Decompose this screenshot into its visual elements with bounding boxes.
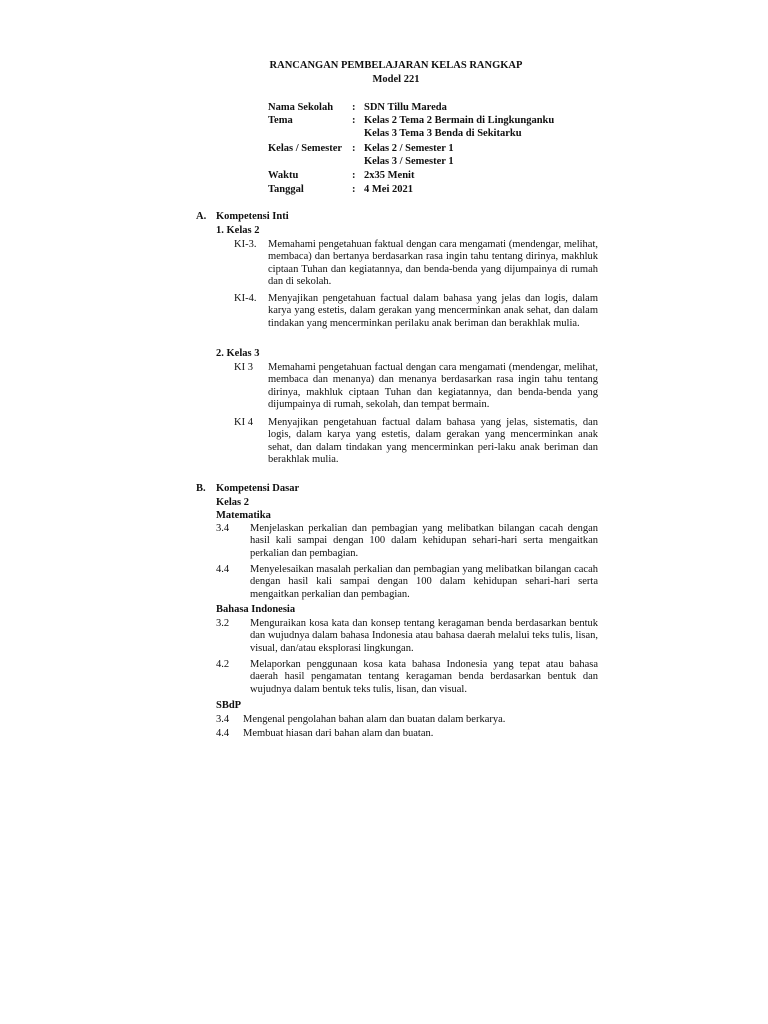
identity-label: Waktu [268,170,299,181]
kd-text: Membuat hiasan dari bahan alam dan buatan. [243,728,434,739]
section-b-letter: B. [196,483,206,494]
identity-value: Kelas 2 Tema 2 Bermain di Lingkunganku [364,115,555,126]
kd-code: 3.4 [216,523,230,534]
kd-text: Mengenal pengolahan bahan alam dan buatan dalam berkarya. [243,714,506,725]
identity-label: Tanggal [268,184,304,195]
subject-bahasa-indonesia: Bahasa Indonesia [216,604,296,615]
subject-sbdp: SBdP [216,700,242,711]
identity-label: Nama Sekolah [268,102,334,113]
identity-colon: : [352,170,356,181]
kd-text: Menyelesaikan masalah perkalian dan pembagian yang melibatkan bilangan cacah dengan hasil kali sampai dengan 100 dalam kehidupan sehari-hari serta mengaitkan perkalian dan pembagian. [250,564,598,600]
identity-value: Kelas 3 / Semester 1 [364,156,454,167]
identity-colon: : [352,184,356,195]
kd-code: 3.2 [216,618,230,629]
section-a-letter: A. [196,211,207,222]
ki-text: Menyajikan pengetahuan factual dalam bahasa yang jelas, sistematis, dan logis, dalam karya yang estetis, dalam gerakan yang mencerminkan anak sehat, dan dalam tindakan yang mencerminkan peri-laku anak beriman dan berakhlak mulia. [268,417,598,466]
ki-code: KI-4. [234,293,257,304]
identity-value: Kelas 3 Tema 3 Benda di Sekitarku [364,128,522,139]
kelas-heading: Kelas 2 [216,497,249,508]
document-title: RANCANGAN PEMBELAJARAN KELAS RANGKAP [269,60,523,71]
ki-text: Menyajikan pengetahuan factual dalam bahasa yang jelas dan logis, dalam karya yang estetis, dalam gerakan yang mencerminkan anak sehat, dan dalam tindakan yang mencerminkan perilaku anak beriman dan berakhlak mulia. [268,293,598,329]
ki-code: KI 4 [234,417,253,428]
identity-colon: : [352,143,356,154]
identity-value: 4 Mei 2021 [364,184,413,195]
identity-colon: : [352,115,356,126]
ki-text: Memahami pengetahuan factual dengan cara mengamati (mendengar, melihat, membaca dan menanya) dan menanya berdasarkan rasa ingin tahu tentang dirinya, makhluk ciptaan Tuhan dan kegiatannya, dan benda-benda yang dijumpainya di rumah, sekolah, dan tempat bermain. [268,362,598,411]
kelas-2-heading: 1. Kelas 2 [216,225,260,236]
section-b-title: Kompetensi Dasar [216,483,300,494]
identity-colon: : [352,102,356,113]
kd-text: Menjelaskan perkalian dan pembagian yang melibatkan bilangan cacah dengan hasil kali sampai dengan 100 dalam kehidupan sehari-hari serta mengaitkan perkalian dan pembagian. [250,523,598,559]
kd-code: 4.4 [216,728,230,739]
identity-value: 2x35 Menit [364,170,415,181]
kd-code: 4.2 [216,659,230,670]
kelas-3-heading: 2. Kelas 3 [216,348,260,359]
ki-code: KI 3 [234,362,253,373]
kd-text: Menguraikan kosa kata dan konsep tentang keragaman benda berdasarkan bentuk dan wujudnya dalam bahasa Indonesia atau bahasa daerah melalui teks tulis, lisan, visual, dan/atau eksplorasi lingkungan. [250,618,598,654]
identity-value: Kelas 2 / Semester 1 [364,143,454,154]
kd-code: 4.4 [216,564,230,575]
subject-matematika: Matematika [216,510,271,521]
ki-text: Memahami pengetahuan faktual dengan cara mengamati (mendengar, melihat, membaca) dan bertanya berdasarkan rasa ingin tahu tentang dirinya, makhluk ciptaan Tuhan dan kegiatannya, dan benda-benda yang dijumpainya di rumah dan di sekolah. [268,239,598,288]
document-subtitle: Model 221 [372,74,420,85]
kd-text: Melaporkan penggunaan kosa kata bahasa Indonesia yang tepat atau bahasa daerah hasil pengamatan tentang keragaman benda berdasarkan bentuk dan wujudnya dalam bentuk teks tulis, lisan, dan visual. [250,659,598,695]
identity-value: SDN Tillu Mareda [364,102,447,113]
identity-label: Tema [268,115,293,126]
ki-code: KI-3. [234,239,257,250]
section-a-title: Kompetensi Inti [216,211,289,222]
kd-code: 3.4 [216,714,230,725]
identity-label: Kelas / Semester [268,143,343,154]
